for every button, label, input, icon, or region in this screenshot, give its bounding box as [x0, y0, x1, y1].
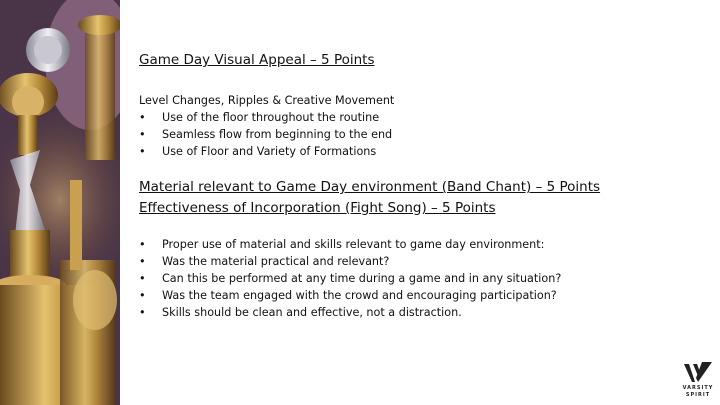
section2-heading-2: Effectiveness of Incorporation (Fight Song) – 5 Points: [139, 200, 496, 216]
logo-text-varsity: VARSITY: [682, 385, 714, 391]
list-item: • Skills should be clean and effective, not a distraction.: [139, 306, 462, 319]
section1-heading: Game Day Visual Appeal – 5 Points: [139, 52, 375, 68]
bullet-icon: •: [139, 306, 146, 319]
section1-subheading: Level Changes, Ripples & Creative Movement: [139, 94, 395, 107]
bullet-icon: •: [139, 238, 146, 251]
list-item: • Use of Floor and Variety of Formations: [139, 145, 377, 158]
list-item: • Can this be performed at any time during a game and in any situation?: [139, 272, 562, 285]
list-item: • Was the material practical and relevant?: [139, 255, 390, 268]
list-item: • Seamless flow from beginning to the end: [139, 128, 393, 141]
trophies-photo: [0, 0, 120, 405]
trophies-image: [0, 0, 120, 405]
varsity-v-icon: [678, 360, 718, 384]
list-item: • Use of the floor throughout the routine: [139, 111, 380, 124]
bullet-icon: •: [139, 111, 146, 124]
list-item: • Was the team engaged with the crowd and encouraging participation?: [139, 289, 557, 302]
logo-text-spirit: SPIRIT: [685, 392, 711, 398]
bullet-icon: •: [139, 255, 146, 268]
bullet-icon: •: [139, 289, 146, 302]
list-item: • Proper use of material and skills relevant to game day environment:: [139, 238, 545, 251]
bullet-icon: •: [139, 145, 146, 158]
bullet-icon: •: [139, 272, 146, 285]
section2-heading-1: Material relevant to Game Day environment (Band Chant) – 5 Points: [139, 179, 601, 195]
bullet-icon: •: [139, 128, 146, 141]
varsity-spirit-logo: [678, 360, 718, 400]
